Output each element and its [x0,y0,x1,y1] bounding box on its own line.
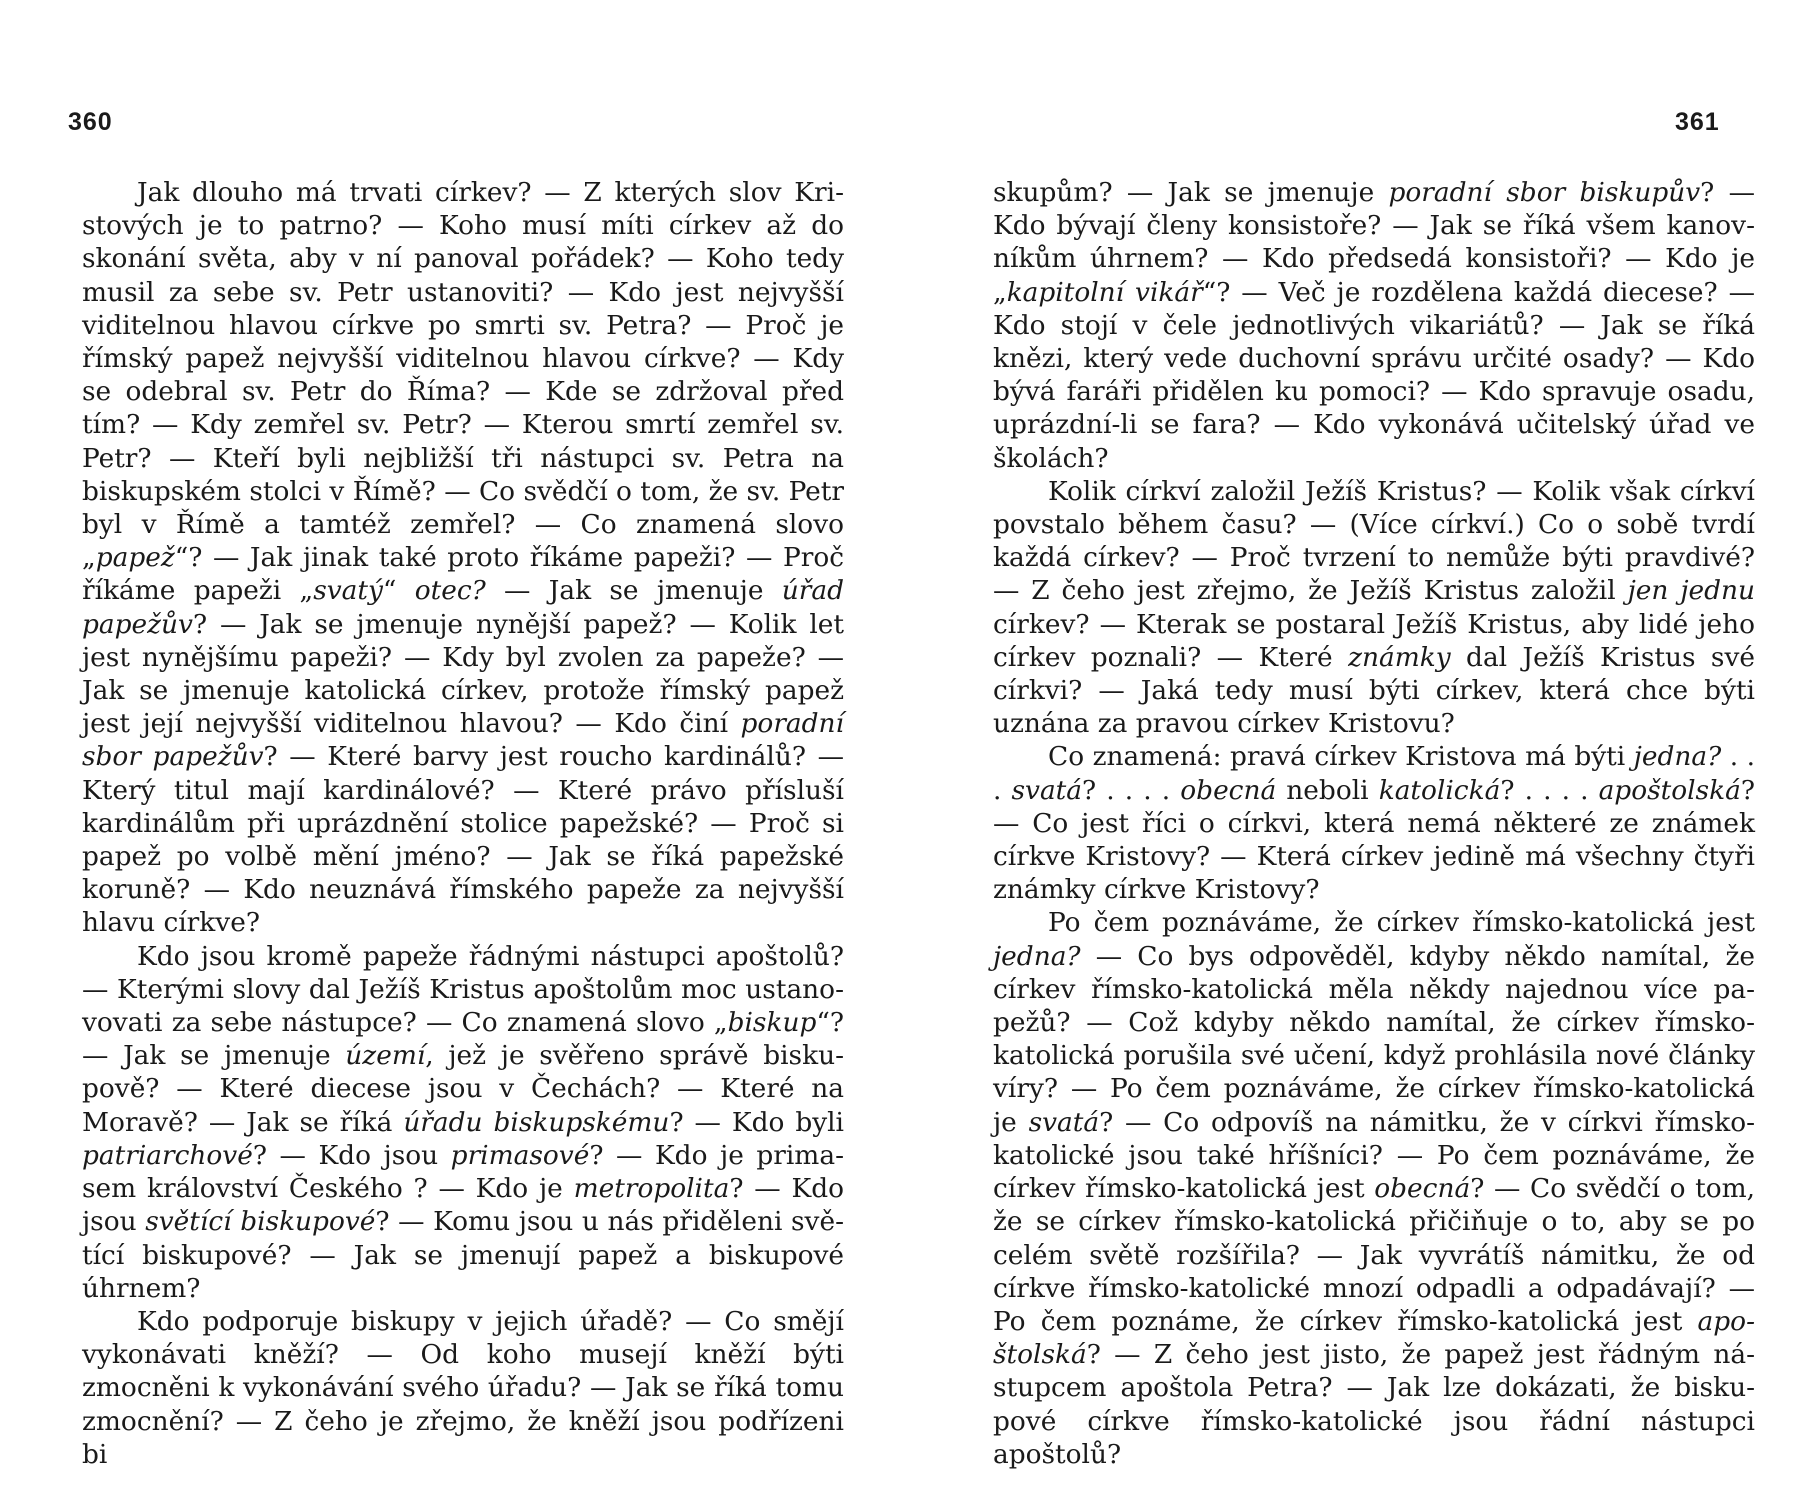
italic-term: katolická [1378,774,1501,806]
page-number-right: 361 [1675,108,1720,136]
italic-term: papež [95,542,175,574]
italic-term: apoštolská [993,1305,1755,1371]
italic-term: primasové [450,1139,590,1171]
paragraph: skupům? — Jak se jmenuje poradní sbor biskupův? — Kdo bývají členy konsistoře? — Jak se říká všem kanovníkům úhrnem? — Kdo předsedá konsistoři? — Kdo je „kapitolní vikář“? — Več je rozdělena každá diecese? — Kdo stojí v čele jednotlivých vikariátů? — Jak se říká knězi, který vede duchovní správu určité osady? — Kdo bývá faráři přidělen ku pomoci? — Kdo spravuje osadu, uprázdní-li se fara? — Kdo vykonává učitelský úřad ve školách? [993,177,1756,474]
paragraph: Kolik církví založil Ježíš Kristus? — Kolik však církví povstalo během času? — (Více církví.) Co o sobě tvrdí každá církev? — Proč tvrzení to nemůže býti pravdivé? — Z čeho jest zřejmo, že Ježíš Kristus založil jen jednu církev? — Kterak se postaral Ježíš Kristus, aby lidé jeho církev poznali? — Které známky dal Ježíš Kristus své církvi? — Jaká tedy musí býti církev, která chce býti uznána za pravou církev Kristovu? [993,475,1756,740]
paragraph: Jak dlouho má trvati církev? — Z kterých slov Kristových je to patrno? — Koho musí míti církev až do skonání světa, aby v ní panoval pořádek? — Koho tedy musil za sebe sv. Petr ustanoviti? — Kdo jest nejvyšší viditelnou hlavou církve po smrti sv. Petra? — Proč je římský papež nejvyšší viditelnou hlavou církve? — Kdy se odebral sv. Petr do Říma? — Kde se zdržoval před tím? — Kdy zemřel sv. Petr? — Kterou smrtí zemřel sv. Petr? — Kteří byli nejbližší tři nástupci sv. Petra na biskupském stolci v Římě? — Co svědčí o tom, že sv. Petr byl v Římě a tamtéž zemřel? — Co znamená slovo „papež“? — Jak jinak také proto říkáme papeži? — Proč říkáme papeži „svatý“ otec? — Jak se jmenuje úřad papežův? — Jak se jmenuje nynější papež? — Kolik let jest nynějšímu papeži? — Kdy byl zvolen za papeže? — Jak se jmenuje katolická církev, protože římský papež jest její nejvyšší viditelnou hlavou? — Kdo činí poradní sbor papežův? — Které barvy jest roucho kardinálů? — Který titul mají kardinálové? — Které právo přísluší kardinálům při uprázdnění stolice papežské? — Proč si papež po volbě mění jméno? — Jak se říká papežské koruně? — Kdo neuznává římského papeže za nejvyšší hlavu církve? [82,177,845,939]
page-number-left: 360 [68,108,113,136]
italic-term: kapitolní vikář [1006,276,1203,308]
paragraph: Kdo podporuje biskupy v jejich úřadě? — Co smějí vykonávati kněží? — Od koho musejí kněží býti zmocněni k vykonávání svého úřadu? — Jak se říká tomu zmocnění? — Z čeho je zřejmo, že kněží jsou podřízeni bi [82,1305,844,1470]
italic-term: poradní sbor biskupův [1388,177,1701,208]
paragraph: Co znamená: pravá církev Kristova má býti jedna? . . . svatá? . . . . obecná neboli katolická? . . . . apoštolská? — Co jest říci o církvi, která nemá některé ze známek církve Kristovy? — Která církev jedině má všechny čtyři známky církve Kristovy? [993,741,1755,906]
paragraph: Kdo jsou kromě papeže řádnými nástupci apoštolů? — Kterými slovy dal Ježíš Kristus apoštolům moc ustanovovati za sebe nástupce? — Co znamená slovo „biskup“? — Jak se jmenuje území, jež je svěřeno správě biskupově? — Které diecese jsou v Čechách? — Které na Moravě? — Jak se říká úřadu biskupskému? — Kdo byli patriarchové? — Kdo jsou primasové? — Kdo je primasem království Českého ? — Kdo je metropolita? — Kdo jsou světící biskupové? — Komu jsou u nás přiděleni světící biskupové? — Jak se jmenují papež a biskupové úhrnem? [82,940,844,1304]
italic-term: jedna? [993,940,1081,972]
italic-term: biskup [727,1007,817,1039]
paragraph: Po čem poznáváme, že církev římsko-katolická jest jedna? — Co bys odpověděl, kdyby někdo namítal, že církev římsko-katolická měla někdy najednou více papežů? — Což kdyby někdo namítal, že církev římsko-katolická porušila své učení, když prohlásila nové články víry? — Po čem poznáváme, že církev římsko-katolická je svatá? — Co odpovíš na námitku, že v církvi římsko-katolické jsou také hříšníci? — Po čem poznáváme, že církev římsko-katolická jest obecná? — Co svědčí o tom, že se církev římsko-katolická přičiňuje o to, aby se po celém světě rozšířila? — Jak vyvrátíš námitku, že od církve římsko-katolické mnozí odpadli a odpadávají? — Po čem poznáme, že církev římsko-katolická jest apoštolská? — Z čeho jest jisto, že papež jest řádným nástupcem apoštola Petra? — Jak lze dokázati, že biskupové církve římsko-katolické jsou řádní nástupci apoštolů? [993,907,1756,1470]
italic-term: jen jednu [1627,575,1756,607]
italic-term: obecná [1374,1173,1471,1205]
italic-term: poradní sbor papežův [82,708,844,773]
italic-term: svatá [1011,774,1083,806]
italic-term: světící biskupové [145,1206,376,1238]
italic-term: úřadu biskupskému [403,1106,670,1138]
left-page-text [82,176,844,1471]
italic-term: úřad papežův [82,575,845,640]
italic-term: otec? [414,575,486,607]
italic-term: svatý [313,575,383,607]
italic-term: apoštolská [1598,774,1741,806]
italic-term: metropolita [573,1173,730,1205]
italic-term: známky [1348,641,1451,673]
italic-term: území [345,1040,426,1072]
italic-term: patriarchové [82,1139,253,1171]
italic-term: jedna? [1633,741,1722,773]
right-page-text [993,176,1755,1471]
italic-term: obecná [1180,774,1277,806]
italic-term: svatá [1028,1106,1100,1138]
